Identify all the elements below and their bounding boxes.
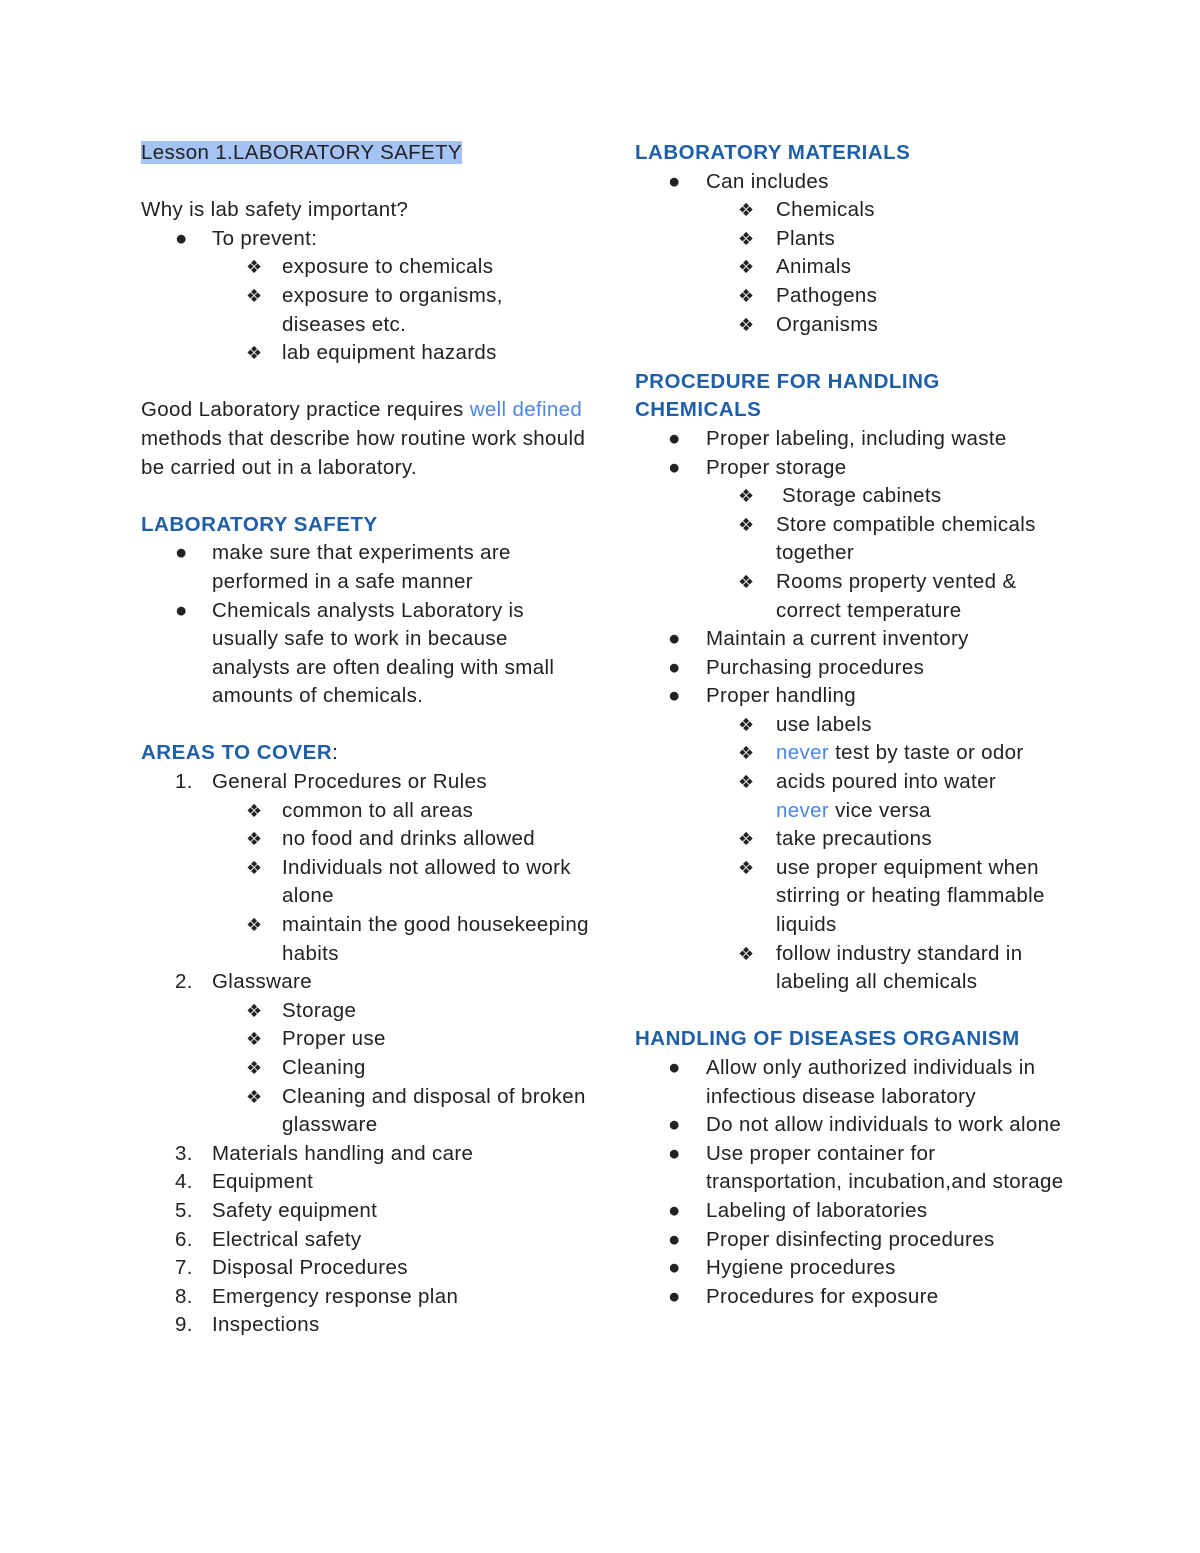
bullet-icon: ● <box>668 1284 681 1308</box>
list-item: ❖ Individuals not allowed to work alone <box>246 855 571 908</box>
diamond-bullet-icon: ❖ <box>738 314 755 335</box>
bullet-icon: ● <box>668 1198 681 1222</box>
bullet-icon: ● <box>668 1141 681 1165</box>
list-item: ❖ Organisms <box>635 311 1075 340</box>
list-item: ● Use proper container for transportation, incubation,and storage <box>668 1141 1064 1194</box>
list-item: ❖ Storage cabinets <box>635 482 1075 511</box>
diseases-heading: HANDLING OF DISEASES ORGANISM <box>635 1027 1020 1051</box>
bullet-icon: ● <box>668 1256 681 1280</box>
diamond-bullet-icon: ❖ <box>246 285 263 306</box>
left-column <box>141 139 591 1340</box>
list-item: ❖ follow industry standard in labeling all chemicals <box>738 941 1023 994</box>
list-item: ❖ Cleaning <box>141 1054 591 1083</box>
list-item: ● Do not allow individuals to work alone <box>635 1111 1075 1140</box>
list-item: ❖ Cleaning and disposal of broken glassware <box>246 1084 586 1137</box>
list-item: ❖ take precautions <box>635 825 1075 854</box>
bullet-icon: ● <box>175 598 188 622</box>
diamond-bullet-icon: ❖ <box>246 1086 263 1107</box>
bullet-icon: ● <box>668 1056 681 1079</box>
list-item: 3. Materials handling and care <box>175 1141 474 1165</box>
procedure-heading-cont: CHEMICALS <box>635 398 762 422</box>
list-item: ❖ lab equipment hazards <box>141 339 591 368</box>
procedure-heading: PROCEDURE FOR HANDLING <box>635 369 940 393</box>
materials-heading: LABORATORY MATERIALS <box>635 141 911 164</box>
diamond-bullet-icon: ❖ <box>738 772 755 793</box>
diamond-bullet-icon: ❖ <box>246 257 263 278</box>
bullet-icon: ● <box>668 655 681 679</box>
diamond-bullet-icon: ❖ <box>738 714 755 735</box>
bullet-icon: ● <box>668 1227 681 1251</box>
diamond-bullet-icon: ❖ <box>738 829 755 850</box>
diamond-bullet-icon: ❖ <box>738 257 755 278</box>
bullet-icon: ● <box>668 455 681 479</box>
list-item: ● Proper handling ❖ use labels ❖ never test by taste or odor ❖ acids poured into water never vice versa ❖ take precautions ❖ use proper equipment when stirring or heating flammable liquids ❖ follow industry standard in labeling all chemicals <box>635 682 1075 997</box>
list-item: ❖ Proper use <box>141 1025 591 1054</box>
list-item: 9. Inspections <box>175 1313 320 1337</box>
list-item: ● Proper labeling, including waste <box>635 425 1075 454</box>
list-item: ● Proper disinfecting procedures <box>635 1226 1075 1255</box>
areas-heading: AREAS TO COVER: <box>141 741 339 765</box>
bullet-icon: ● <box>668 169 681 193</box>
list-item: ● Labeling of laboratories <box>635 1197 1075 1226</box>
bullet-icon: ● <box>668 627 681 651</box>
list-item: ● Maintain a current inventory <box>635 625 1075 654</box>
diamond-bullet-icon: ❖ <box>246 1058 263 1078</box>
list-item: ❖ exposure to organisms, diseases etc. <box>246 283 503 336</box>
list-item: ❖ exposure to chemicals <box>141 253 591 282</box>
list-item: 1. General Procedures or Rules ❖ common to all areas ❖ no food and drinks allowed ❖ Individuals not allowed to work alone ❖ maintain the good housekeeping habits <box>141 768 591 968</box>
areas-list <box>141 768 591 1340</box>
list-item: 5. Safety equipment <box>175 1198 378 1222</box>
diamond-bullet-icon: ❖ <box>738 228 755 249</box>
list-item: ● Chemicals analysts Laboratory is usually safe to work in because analysts are often dealing with small amounts of chemicals. <box>175 598 555 708</box>
diamond-bullet-icon: ❖ <box>738 857 755 878</box>
bullet-icon: ● <box>668 684 681 708</box>
list-item: ❖ Animals <box>635 253 1075 282</box>
diamond-bullet-icon: ❖ <box>246 829 263 850</box>
bullet-icon: ● <box>175 541 188 565</box>
diamond-bullet-icon: ❖ <box>246 343 263 364</box>
list-item: ❖ common to all areas <box>141 797 591 826</box>
diamond-bullet-icon: ❖ <box>246 1000 263 1021</box>
list-item: ❖ Store compatible chemicals together <box>738 512 1036 565</box>
lab-safety-heading: LABORATORY SAFETY <box>141 512 378 536</box>
diamond-bullet-icon: ❖ <box>246 857 263 878</box>
diamond-bullet-icon: ❖ <box>738 486 755 507</box>
list-item: ❖ never test by taste or odor <box>635 739 1075 768</box>
list-item: ❖ Pathogens <box>635 282 1075 311</box>
list-item: ❖ acids poured into water never vice versa <box>738 770 997 822</box>
list-item: ❖ use labels <box>635 711 1075 740</box>
list-item: ❖ Plants <box>635 225 1075 254</box>
list-item: ❖ no food and drinks allowed <box>141 825 591 854</box>
diamond-bullet-icon: ❖ <box>738 285 755 306</box>
diamond-bullet-icon: ❖ <box>738 943 755 964</box>
diamond-bullet-icon: ❖ <box>246 915 263 936</box>
diamond-bullet-icon: ❖ <box>246 1029 263 1050</box>
list-item: ❖ Chemicals <box>635 196 1075 225</box>
right-column <box>635 139 1075 1311</box>
bullet-icon: ● <box>668 426 681 450</box>
diamond-bullet-icon: ❖ <box>738 743 755 764</box>
list-item: ● To prevent: ❖ exposure to chemicals ❖ exposure to organisms, diseases etc. ❖ lab equipment hazards <box>141 225 591 368</box>
materials-list <box>635 168 1075 340</box>
list-item: ❖ maintain the good housekeeping habits <box>246 913 589 965</box>
diamond-bullet-icon: ❖ <box>738 514 755 535</box>
list-item: ❖ Storage <box>141 997 591 1026</box>
diamond-bullet-icon: ❖ <box>738 200 755 221</box>
list-item: 4. Equipment <box>175 1170 314 1194</box>
lab-safety-list <box>141 539 591 711</box>
diseases-list <box>635 1054 1075 1311</box>
list-item: ● make sure that experiments are performed in a safe manner <box>175 541 511 593</box>
diamond-bullet-icon: ❖ <box>246 800 263 821</box>
list-item: ● Proper storage ❖ Storage cabinets ❖ Store compatible chemicals together ❖ Rooms property vented & correct temperature <box>635 454 1075 626</box>
list-item: 6. Electrical safety <box>175 1227 362 1251</box>
list-item: ● Procedures for exposure <box>635 1283 1075 1312</box>
list-item: ● Hygiene procedures <box>635 1254 1075 1283</box>
lesson-title: Lesson 1.LABORATORY SAFETY <box>141 141 462 164</box>
why-question: Why is lab safety important? <box>141 198 409 222</box>
list-item: ● Can includes ❖ Chemicals ❖ Plants ❖ Animals ❖ Pathogens ❖ Organisms <box>635 168 1075 340</box>
list-item: 7. Disposal Procedures <box>175 1256 408 1280</box>
list-item: ❖ Rooms property vented & correct temperature <box>738 569 1017 622</box>
glp-paragraph: Good Laboratory practice requires well defined methods that describe how routine work should be carried out in a laboratory. <box>141 398 586 479</box>
bullet-icon: ● <box>175 226 188 250</box>
list-item: 2. Glassware ❖ Storage ❖ Proper use ❖ Cleaning ❖ Cleaning and disposal of broken glassware <box>141 968 591 1140</box>
bullet-icon: ● <box>668 1113 681 1137</box>
procedure-list <box>635 425 1075 997</box>
list-item: ● Purchasing procedures <box>635 654 1075 683</box>
list-item: ❖ use proper equipment when stirring or heating flammable liquids <box>738 855 1045 937</box>
list-item: ● Allow only authorized individuals in infectious disease laboratory <box>668 1056 1036 1108</box>
prevent-list <box>141 225 591 368</box>
diamond-bullet-icon: ❖ <box>738 571 755 592</box>
list-item: 8. Emergency response plan <box>175 1284 459 1308</box>
